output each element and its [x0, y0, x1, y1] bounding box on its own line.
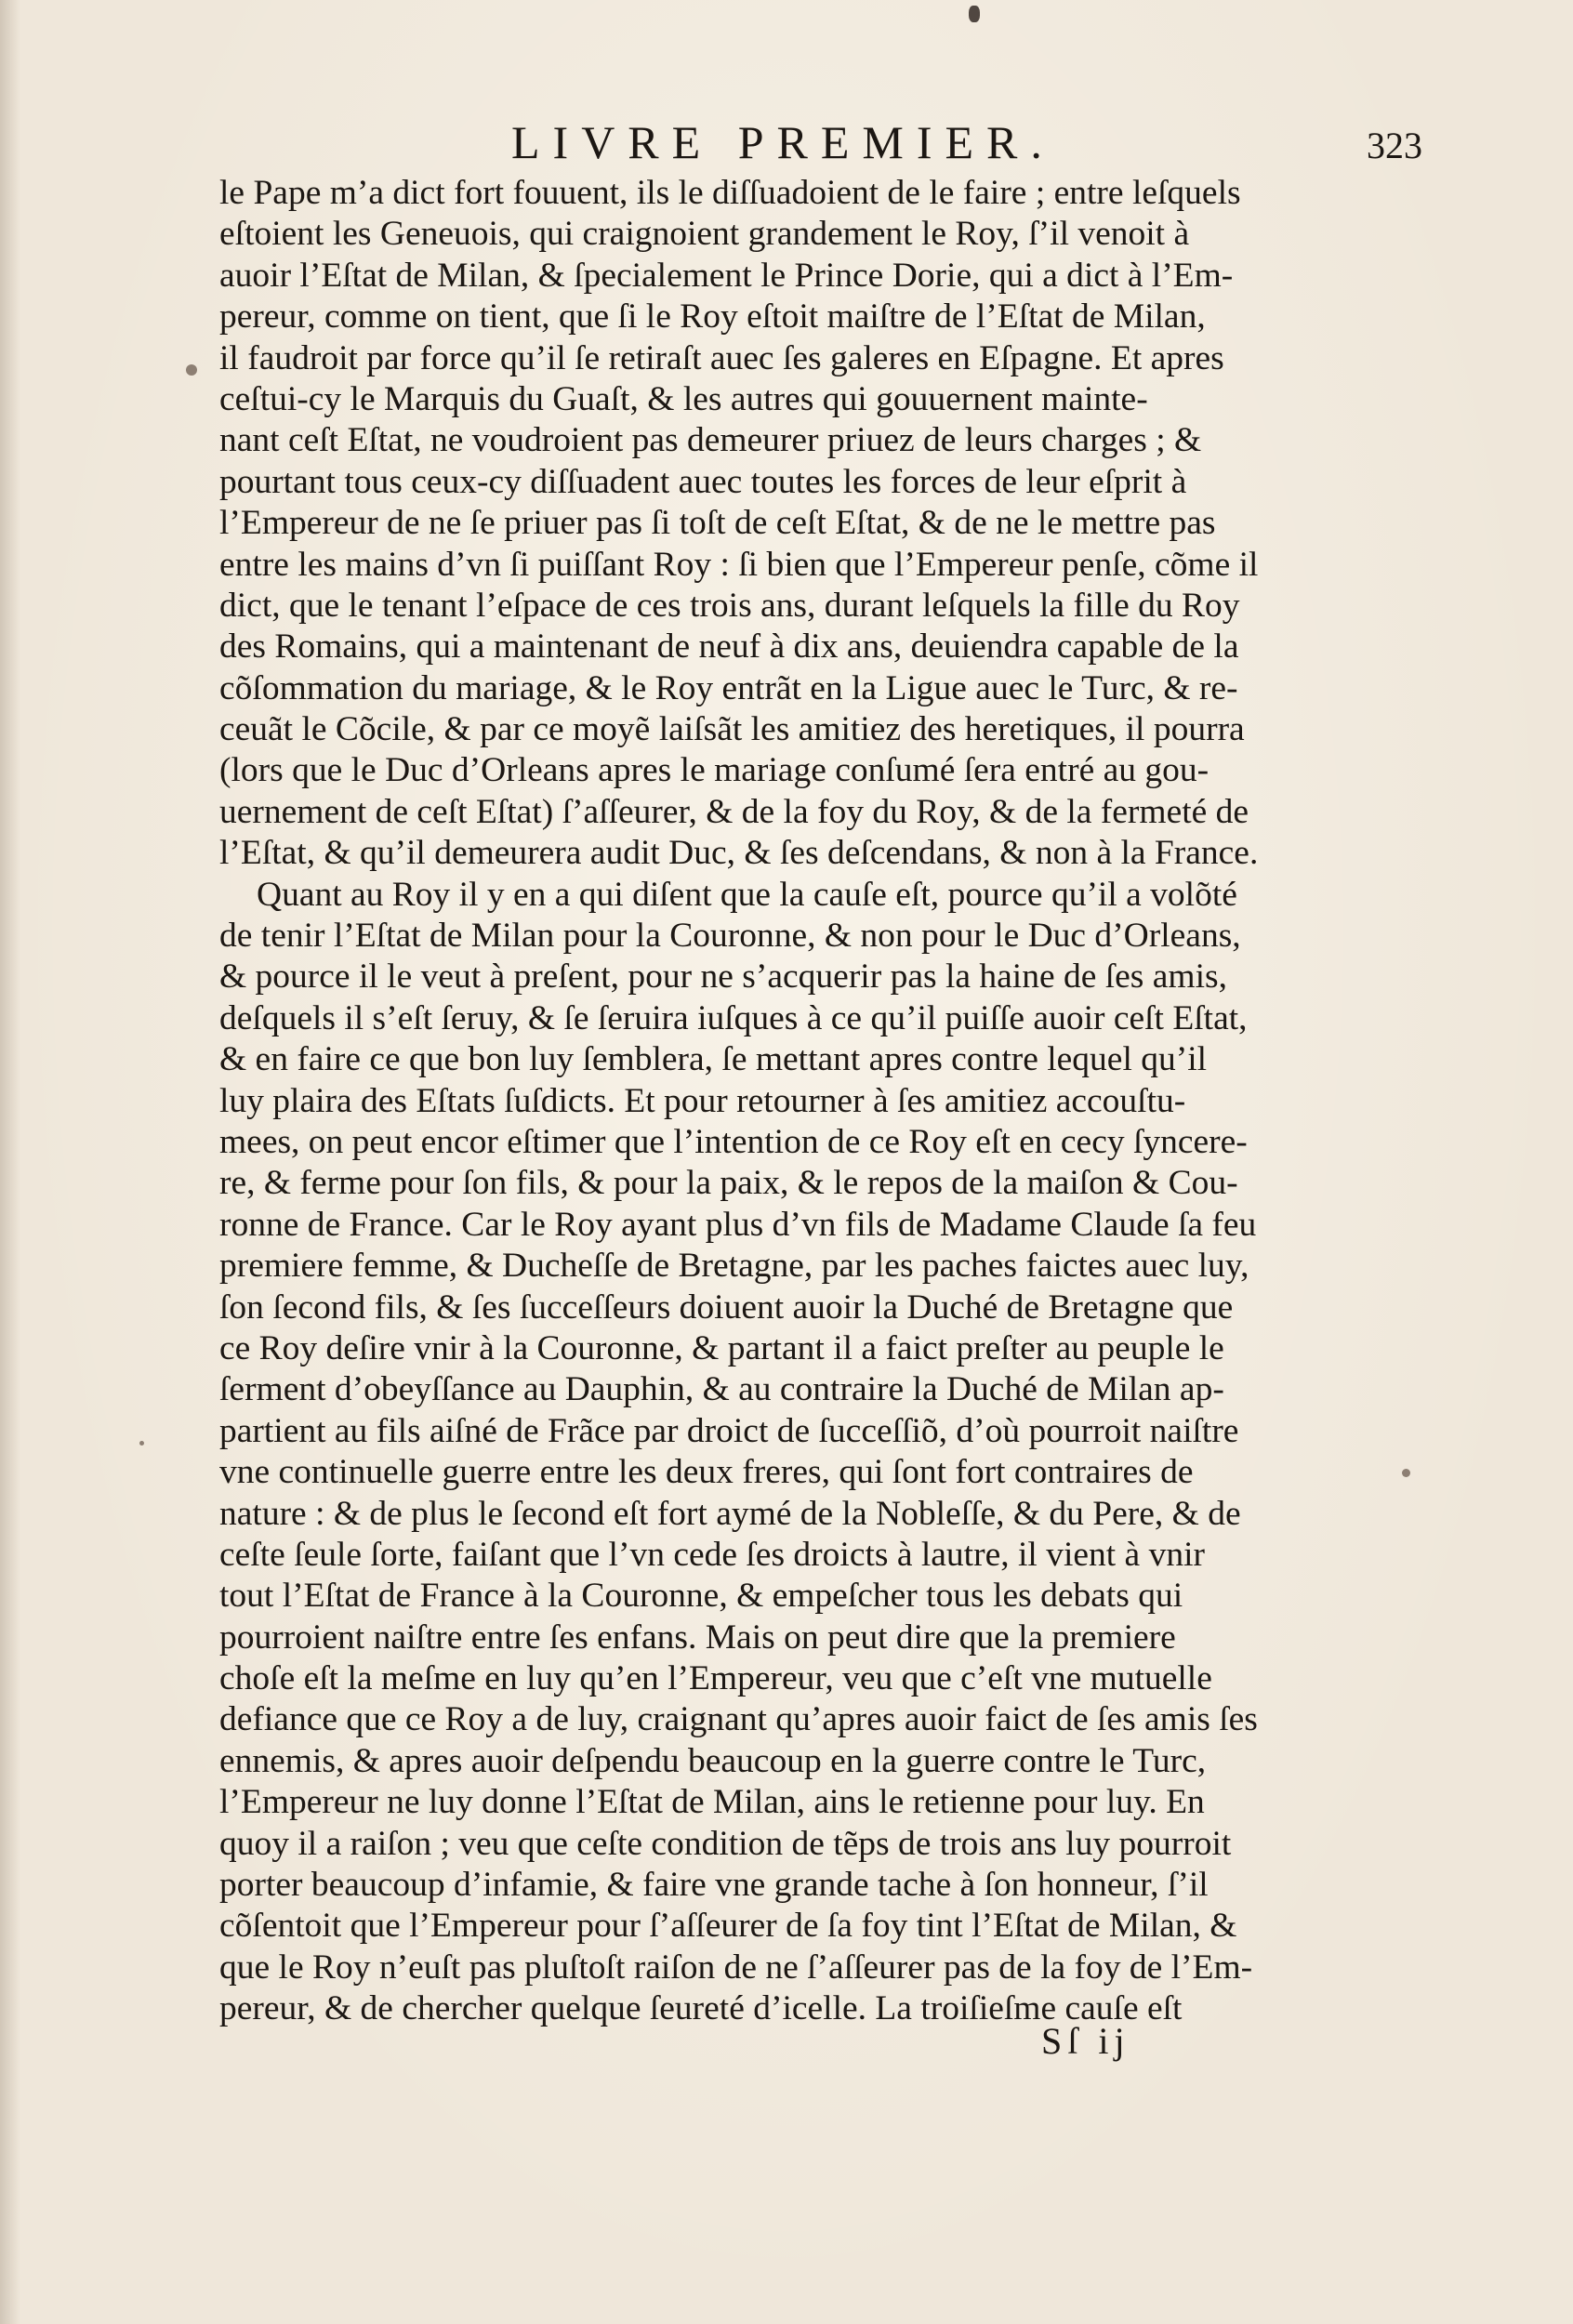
- text-line: mees, on peut encor eſtimer que l’intention de ce Roy eſt en cecy ſyncere-: [219, 1122, 1248, 1161]
- page-edge-shadow: [0, 0, 20, 2324]
- text-line: auoir l’Eſtat de Milan, & ſpecialement le Prince Dorie, qui a dict à l’Em-: [219, 256, 1234, 295]
- text-line: ſon ſecond fils, & ſes ſucceſſeurs doiuent auoir la Duché de Bretagne que: [219, 1287, 1234, 1327]
- text-line: le Pape m’a dict fort fouuent, ils le diſſuadoient de le faire ; entre leſquels: [219, 174, 1241, 212]
- text-line: choſe eſt la meſme en luy qu’en l’Empereur, veu que c’eſt vne mutuelle: [219, 1659, 1212, 1698]
- text-line: eſtoient les Geneuois, qui craignoient grandement le Roy, ſ’il venoit à: [219, 215, 1190, 254]
- text-line: des Romains, qui a maintenant de neuf à dix ans, deuiendra capable de la: [219, 627, 1239, 667]
- ink-blot: [186, 364, 197, 376]
- text-line: nature : & de plus le ſecond eſt fort aymé de la Nobleſſe, & du Pere, & de: [219, 1494, 1241, 1533]
- text-line: ronne de France. Car le Roy ayant plus d’vn fils de Madame Claude ſa feu: [219, 1205, 1257, 1244]
- text-line: cõſommation du mariage, & le Roy entrãt en la Ligue auec le Turc, & re-: [219, 668, 1238, 707]
- paragraph-start-line: Quant au Roy il y en a qui diſent que la cauſe eſt, pource qu’il a volõté: [257, 875, 1237, 914]
- text-line: de tenir l’Eſtat de Milan pour la Couronne, & non pour le Duc d’Orleans,: [219, 917, 1241, 956]
- text-line: entre les mains d’vn ſi puiſſant Roy : ſi bien que l’Empereur penſe, cõme il: [219, 545, 1259, 584]
- body-text: [219, 173, 1328, 2030]
- text-line: il faudroit par force qu’il ſe retiraſt auec ſes galeres en Eſpagne. Et apres: [219, 338, 1224, 377]
- text-line: ceſte ſeule ſorte, faiſant que l’vn cede ſes droicts à lautre, il vient à vnir: [219, 1535, 1205, 1574]
- ink-blot: [1402, 1469, 1410, 1477]
- text-line: pourtant tous ceux-cy diſſuadent auec toutes les forces de leur eſprit à: [219, 462, 1187, 501]
- text-line: l’Empereur ne luy donne l’Eſtat de Milan, ains le retienne pour luy. En: [219, 1783, 1205, 1822]
- text-line: uernement de ceſt Eſtat) ſ’aſſeurer, & de la foy du Roy, & de la fermeté de: [219, 792, 1249, 831]
- text-line: tout l’Eſtat de France à la Couronne, & empeſcher tous les debats qui: [219, 1577, 1183, 1616]
- ink-blot: [139, 1441, 144, 1446]
- ink-mark-top: [969, 6, 980, 22]
- text-line: ce Roy deſire vnir à la Couronne, & partant il a faict preſter au peuple le: [219, 1328, 1224, 1367]
- text-line: & pource il le veut à preſent, pour ne s’acquerir pas la haine de ſes amis,: [219, 957, 1227, 997]
- text-line: premiere femme, & Ducheſſe de Bretagne, par les paches faictes auec luy,: [219, 1247, 1249, 1286]
- page-header: [223, 110, 1422, 175]
- text-line: pourroient naiſtre entre ſes enfans. Mais on peut dire que la premiere: [219, 1618, 1176, 1657]
- text-line: cõſentoit que l’Empereur pour ſ’aſſeurer de ſa foy tint l’Eſtat de Milan, &: [219, 1907, 1237, 1946]
- text-line: ennemis, & apres auoir deſpendu beaucoup en la guerre contre le Turc,: [219, 1741, 1207, 1780]
- text-line: pereur, comme on tient, que ſi le Roy eſtoit maiſtre de l’Eſtat de Milan,: [219, 297, 1206, 337]
- signature-mark: Sſ ij: [1041, 2020, 1130, 2062]
- text-line: l’Eſtat, & qu’il demeurera audit Duc, & ſes deſcendans, & non à la France.: [219, 834, 1259, 873]
- text-line: partient au fils aiſné de Frãce par droict de ſucceſſiõ, d’où pourroit naiſtre: [219, 1411, 1239, 1450]
- text-line: ceſtui-cy le Marquis du Guaſt, & les autres qui gouuernent mainte-: [219, 379, 1148, 418]
- text-line: re, & ferme pour ſon fils, & pour la paix, & le repos de la maiſon & Cou-: [219, 1164, 1238, 1203]
- text-line: pereur, & de chercher quelque ſeureté d’icelle. La troiſieſme cauſe eſt: [219, 1989, 1183, 2028]
- text-line: (lors que le Duc d’Orleans apres le mariage conſumé ſera entré au gou-: [219, 751, 1209, 790]
- text-line: vne continuelle guerre entre les deux freres, qui ſont fort contraires de: [219, 1453, 1194, 1492]
- text-line: que le Roy n’euſt pas pluſtoſt raiſon de ne ſ’aſſeurer pas de la foy de l’Em-: [219, 1948, 1253, 1987]
- text-line: porter beaucoup d’infamie, & faire vne grande tache à ſon honneur, ſ’il: [219, 1866, 1209, 1905]
- text-line: defiance que ce Roy a de luy, craignant qu’apres auoir faict de ſes amis ſes: [219, 1700, 1258, 1739]
- text-line: ſerment d’obeyſſance au Dauphin, & au contraire la Duché de Milan ap-: [219, 1370, 1224, 1409]
- page-number: 323: [1367, 125, 1422, 166]
- text-line: ceuãt le Cõcile, & par ce moyẽ laiſsãt les amitiez des heretiques, il pourra: [219, 710, 1245, 749]
- text-line: dict, que le tenant l’eſpace de ces trois ans, durant leſquels la fille du Roy: [219, 586, 1240, 625]
- text-line: l’Empereur de ne ſe priuer pas ſi toſt de ceſt Eſtat, & de ne le mettre pas: [219, 504, 1216, 543]
- text-line: luy plaira des Eſtats ſuſdicts. Et pour retourner à ſes amitiez accouſtu-: [219, 1081, 1186, 1120]
- text-line: deſquels il s’eſt ſeruy, & ſe ſeruira iuſques à ce qu’il puiſſe auoir ceſt Eſtat,: [219, 998, 1248, 1037]
- text-line: & en faire ce que bon luy ſemblera, ſe mettant apres contre lequel qu’il: [219, 1040, 1208, 1079]
- running-title: LIVRE PREMIER.: [511, 116, 1055, 168]
- text-line: nant ceſt Eſtat, ne voudroient pas demeurer priuez de leurs charges ; &: [219, 421, 1202, 460]
- text-line: quoy il a raiſon ; veu que ceſte condition de tẽps de trois ans luy pourroit: [219, 1824, 1232, 1863]
